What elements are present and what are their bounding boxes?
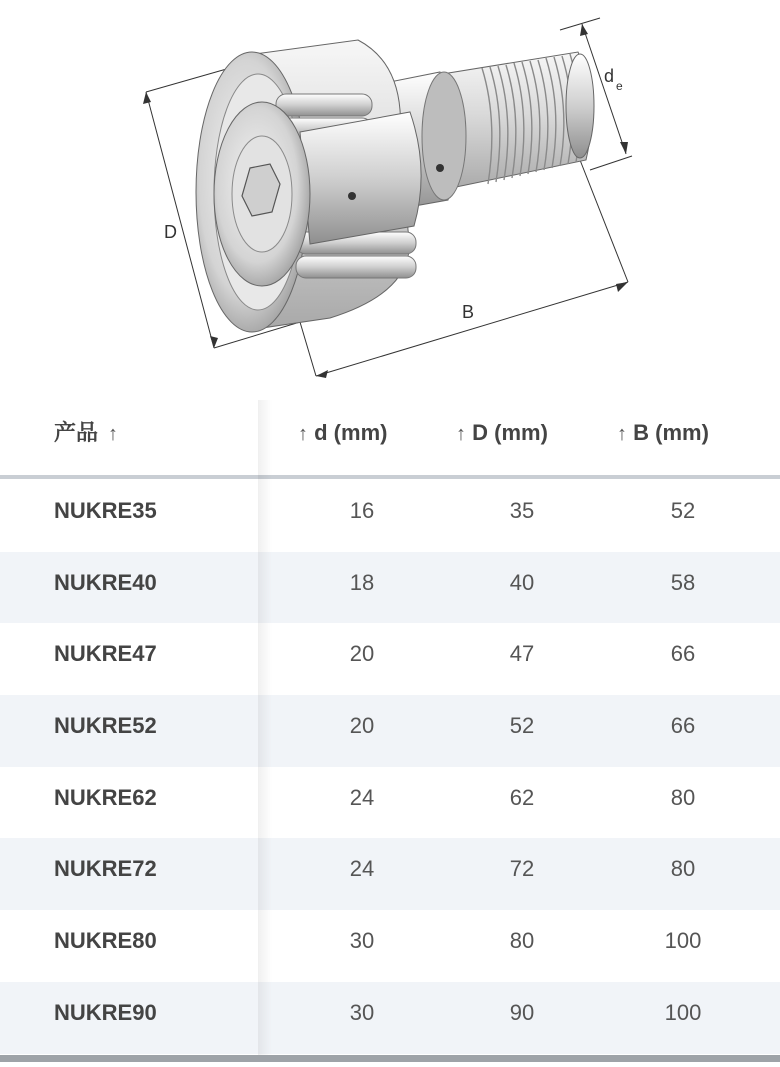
cell-D: 52 [509,713,535,739]
cell-D: 62 [509,784,535,810]
cell-product[interactable]: NUKRE47 [54,641,157,667]
dimension-label-D: D [164,222,177,242]
sort-arrow-icon[interactable]: ↑ [108,423,119,445]
cell-D: 90 [509,999,535,1025]
dimension-label-B: B [462,302,475,322]
product-table [0,400,780,1067]
cell-B: 52 [670,498,696,523]
cell-B: 80 [670,784,696,810]
cell-B: 100 [664,928,702,954]
sort-arrow-icon[interactable]: ↑ [456,423,466,445]
cell-d: 24 [349,856,375,882]
column-header-D-label: D (mm) [472,420,548,445]
cell-d: 18 [349,569,375,595]
table-body [0,480,780,1054]
cell-d: 20 [349,713,375,739]
cell-product[interactable]: NUKRE40 [54,569,157,595]
cell-d: 24 [349,784,375,810]
cell-product[interactable]: NUKRE35 [54,498,157,523]
column-header-d-label: d (mm) [314,420,388,445]
cell-product[interactable]: NUKRE62 [54,784,157,810]
cell-B: 58 [670,569,696,595]
bearing-drawing [0,0,780,400]
cell-B: 66 [670,641,696,667]
table-row[interactable] [0,552,780,624]
cell-D: 40 [509,569,535,595]
header-divider [0,475,780,479]
cam-follower-illustration [0,0,780,400]
cell-product[interactable]: NUKRE52 [54,713,157,739]
table-row[interactable] [0,695,780,767]
cell-d: 30 [349,999,375,1025]
cell-product[interactable]: NUKRE80 [54,928,157,954]
front-face [214,102,310,286]
column-header-B-label: B (mm) [633,420,709,445]
table-header [0,400,780,475]
sort-arrow-icon[interactable]: ↑ [617,423,627,445]
column-header-product[interactable] [54,418,118,448]
cell-B: 80 [670,856,696,882]
cell-product[interactable]: NUKRE90 [54,999,157,1025]
column-header-product-label: 产品 [54,420,99,445]
dimension-label-d-subscript: e [616,79,623,93]
column-header-d[interactable] [298,418,387,448]
dimension-label-d: d [604,66,615,86]
cell-D: 35 [509,498,535,523]
cell-B: 100 [664,999,702,1025]
table-row[interactable] [0,982,780,1054]
horizontal-scrollbar[interactable] [0,1055,780,1062]
table-row[interactable] [0,480,780,552]
sort-arrow-icon[interactable]: ↑ [298,423,308,445]
cell-d: 30 [349,928,375,954]
column-header-B[interactable] [617,418,709,448]
cell-d: 20 [349,641,375,667]
table-row[interactable] [0,838,780,910]
cell-D: 47 [509,641,535,667]
table-row[interactable] [0,910,780,982]
table-row[interactable] [0,623,780,695]
cell-d: 16 [349,498,375,523]
table-row[interactable] [0,767,780,839]
cell-B: 66 [670,713,696,739]
column-header-D[interactable] [456,418,548,448]
cell-D: 72 [509,856,535,882]
stud-body [300,112,421,244]
cell-D: 80 [509,928,535,954]
cell-product[interactable]: NUKRE72 [54,856,157,882]
